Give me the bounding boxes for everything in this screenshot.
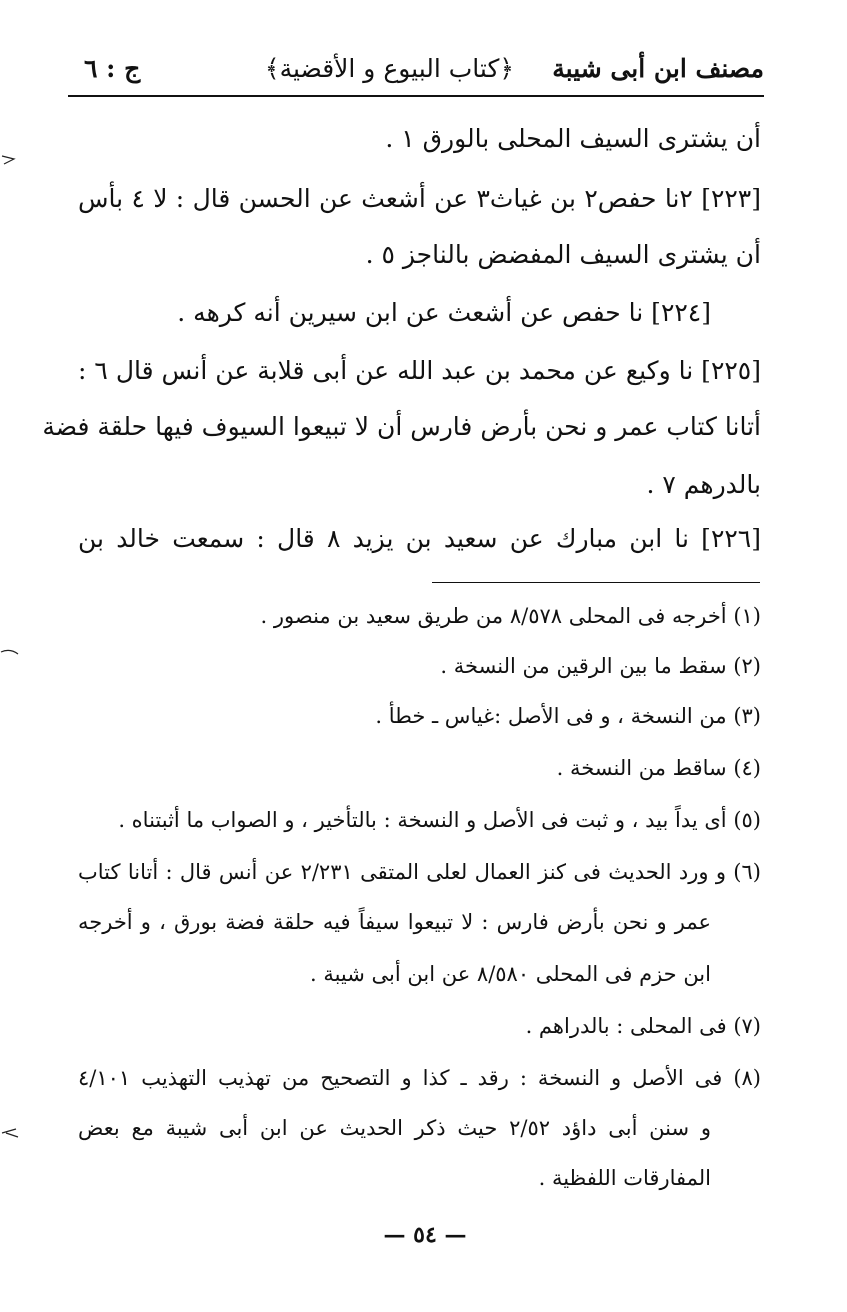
- running-header: [68, 48, 764, 92]
- text-line: [٢٢٥] نا وكيع عن محمد بن عبد الله عن أبى قلابة عن أنس قال ٦ :: [78, 356, 761, 385]
- text-line: [٢٢٤] نا حفص عن أشعث عن ابن سيرين أنه كرهه .: [177, 298, 711, 327]
- footnote: (٤) ساقط من النسخة .: [556, 756, 761, 780]
- footnote: (٥) أى يداً بيد ، و ثبت فى الأصل و النسخة : بالتأخير ، و الصواب ما أثبتناه .: [118, 808, 761, 832]
- footnote: (٧) فى المحلى : بالدراهم .: [525, 1014, 761, 1038]
- footnote: (٢) سقط ما بين الرقين من النسخة .: [440, 654, 761, 678]
- footnote: (١) أخرجه فى المحلى ٨/٥٧٨ من طريق سعيد بن منصور .: [260, 604, 761, 628]
- book-title: مصنف ابن أبى شيبة: [552, 54, 764, 83]
- text-line: أن يشترى السيف المفضض بالناجز ٥ .: [365, 240, 761, 269]
- page-number: — ٥٤ —: [383, 1222, 467, 1248]
- text-line: أن يشترى السيف المحلى بالورق ١ .: [385, 124, 761, 153]
- footnote: (٨) فى الأصل و النسخة : رقد ـ كذا و التصحيح من تهذيب التهذيب ٤/١٠١: [78, 1066, 761, 1090]
- margin-tick-mark: [0, 1124, 22, 1142]
- text-line: أتانا كتاب عمر و نحن بأرض فارس أن لا تبيعوا السيوف فيها حلقة فضة: [42, 412, 761, 441]
- chapter-title: ﴿كتاب البيوع و الأقضية﴾: [264, 54, 514, 83]
- margin-tick-mark: [0, 150, 22, 168]
- text-line: [٢٢٦] نا ابن مبارك عن سعيد بن يزيد ٨ قال : سمعت خالد بن: [78, 524, 761, 553]
- header-rule: [68, 95, 764, 97]
- footnote: (٣) من النسخة ، و فى الأصل :غياس ـ خطأ .: [375, 704, 761, 728]
- footnote-continuation: و سنن أبى داؤد ٢/٥٢ حيث ذكر الحديث عن ابن أبى شيبة مع بعض: [78, 1116, 712, 1140]
- footnote-continuation: المفارقات اللفظية .: [538, 1166, 711, 1190]
- volume-number: ج : ٦: [84, 54, 141, 83]
- footnote-rule: [432, 582, 760, 583]
- margin-tick-mark: [0, 644, 22, 662]
- text-line: [٢٢٣] ٢نا حفص٢ بن غياث٣ عن أشعث عن الحسن قال : لا ٤ بأس: [78, 184, 762, 213]
- text-line: بالدرهم ٧ .: [646, 470, 761, 499]
- footnote: (٦) و ورد الحديث فى كنز العمال لعلى المتقى ٢/٢٣١ عن أنس قال : أتانا كتاب: [78, 860, 761, 884]
- footnote-continuation: ابن حزم فى المحلى ٨/٥٨٠ عن ابن أبى شيبة .: [309, 962, 711, 986]
- footnote-continuation: عمر و نحن بأرض فارس : لا تبيعوا سيفاً فيه حلقة فضة بورق ، و أخرجه: [78, 910, 711, 934]
